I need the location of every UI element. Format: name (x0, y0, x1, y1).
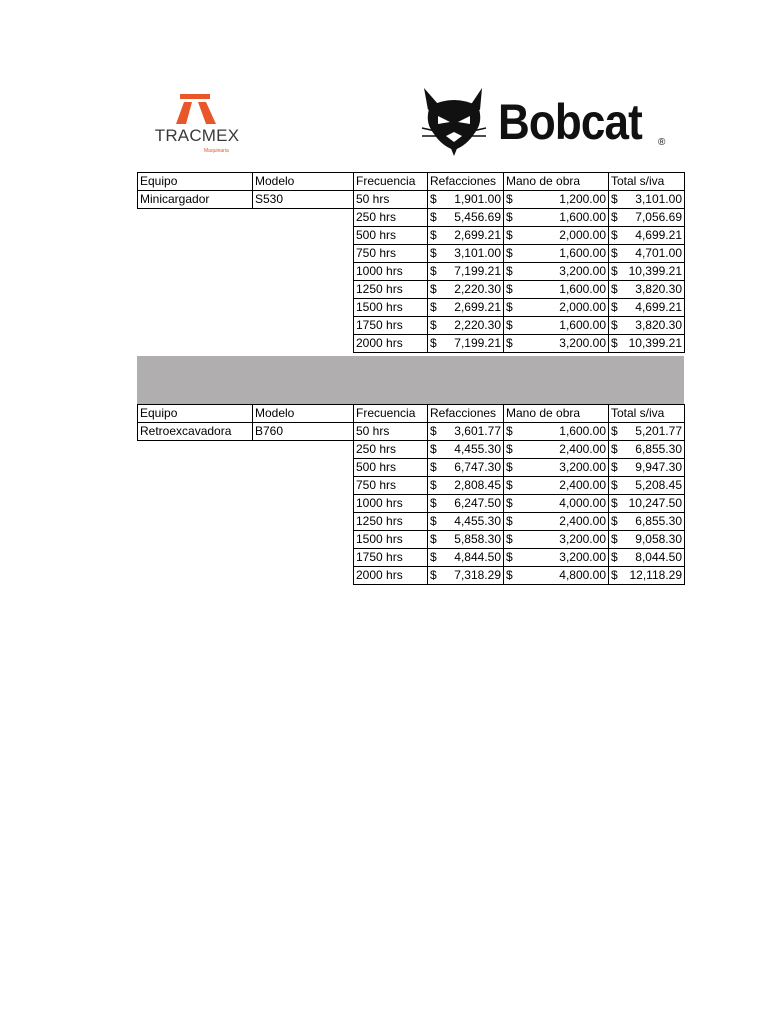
table-row (138, 495, 685, 513)
mano-de-obra-cell (504, 513, 609, 531)
total-cell (609, 335, 685, 353)
mano-de-obra-cell (504, 567, 609, 585)
currency-symbol: $ (506, 210, 513, 224)
amount-value: 2,400.00 (559, 442, 606, 456)
frecuencia-cell: 50 hrs (354, 423, 428, 441)
empty-cell (253, 281, 354, 299)
section-separator (137, 356, 684, 404)
amount-value: 2,699.21 (454, 300, 501, 314)
currency-symbol: $ (611, 460, 618, 474)
refacciones-cell (428, 531, 504, 549)
currency-symbol: $ (611, 300, 618, 314)
currency-symbol: $ (611, 550, 618, 564)
empty-cell (253, 477, 354, 495)
refacciones-cell (428, 281, 504, 299)
mano-de-obra-cell (504, 245, 609, 263)
header-frecuencia: Frecuencia (354, 173, 428, 191)
currency-symbol: $ (430, 550, 437, 564)
currency-symbol: $ (506, 496, 513, 510)
total-cell (609, 549, 685, 567)
empty-cell (138, 531, 253, 549)
maintenance-table-minicargador (137, 172, 685, 353)
currency-symbol: $ (430, 532, 437, 546)
currency-symbol: $ (506, 460, 513, 474)
currency-symbol: $ (611, 514, 618, 528)
frecuencia-cell: 750 hrs (354, 477, 428, 495)
amount-value: 8,044.50 (635, 550, 682, 564)
currency-symbol: $ (611, 568, 618, 582)
table-row (138, 263, 685, 281)
mano-de-obra-cell (504, 263, 609, 281)
table-body (138, 173, 685, 353)
amount-value: 4,000.00 (559, 496, 606, 510)
empty-cell (253, 335, 354, 353)
mano-de-obra-cell (504, 423, 609, 441)
refacciones-cell (428, 299, 504, 317)
amount-value: 3,200.00 (559, 460, 606, 474)
currency-symbol: $ (611, 532, 618, 546)
currency-symbol: $ (506, 550, 513, 564)
table-row (138, 317, 685, 335)
total-cell (609, 227, 685, 245)
total-cell (609, 441, 685, 459)
total-cell (609, 281, 685, 299)
frecuencia-cell: 1750 hrs (354, 549, 428, 567)
frecuencia-cell: 500 hrs (354, 459, 428, 477)
table-row (138, 513, 685, 531)
currency-symbol: $ (506, 192, 513, 206)
amount-value: 3,200.00 (559, 532, 606, 546)
header-row (138, 173, 685, 191)
frecuencia-cell: 1000 hrs (354, 495, 428, 513)
empty-cell (253, 513, 354, 531)
amount-value: 4,701.00 (635, 246, 682, 260)
mano-de-obra-cell (504, 317, 609, 335)
refacciones-cell (428, 191, 504, 209)
header-refacciones: Refacciones (428, 173, 504, 191)
amount-value: 7,199.21 (454, 264, 501, 278)
currency-symbol: $ (430, 336, 437, 350)
amount-value: 4,800.00 (559, 568, 606, 582)
table-row (138, 299, 685, 317)
currency-symbol: $ (506, 424, 513, 438)
mano-de-obra-cell (504, 299, 609, 317)
empty-cell (138, 299, 253, 317)
empty-cell (138, 245, 253, 263)
registered-mark: ® (658, 137, 666, 148)
amount-value: 9,058.30 (635, 532, 682, 546)
empty-cell (253, 531, 354, 549)
amount-value: 2,400.00 (559, 478, 606, 492)
maintenance-table-retroexcavadora (137, 404, 685, 585)
amount-value: 10,399.21 (628, 264, 682, 278)
amount-value: 1,600.00 (559, 246, 606, 260)
currency-symbol: $ (611, 496, 618, 510)
total-cell (609, 245, 685, 263)
table-row (138, 281, 685, 299)
amount-value: 2,400.00 (559, 514, 606, 528)
bobcat-wordmark: Bobcat (498, 94, 642, 150)
equipo-cell: Retroexcavadora (138, 423, 253, 441)
currency-symbol: $ (430, 210, 437, 224)
refacciones-cell (428, 423, 504, 441)
currency-symbol: $ (611, 424, 618, 438)
amount-value: 12,118.29 (629, 568, 682, 582)
currency-symbol: $ (611, 442, 618, 456)
currency-symbol: $ (506, 246, 513, 260)
frecuencia-cell: 2000 hrs (354, 567, 428, 585)
tracmex-tagline: Maquinaria (204, 148, 229, 154)
empty-cell (138, 227, 253, 245)
amount-value: 2,220.30 (454, 282, 501, 296)
amount-value: 1,200.00 (559, 192, 606, 206)
refacciones-cell (428, 209, 504, 227)
amount-value: 1,600.00 (559, 210, 606, 224)
empty-cell (138, 209, 253, 227)
total-cell (609, 477, 685, 495)
table-body (138, 405, 685, 585)
header-equipo: Equipo (138, 405, 253, 423)
amount-value: 2,220.30 (454, 318, 501, 332)
currency-symbol: $ (611, 228, 618, 242)
mano-de-obra-cell (504, 335, 609, 353)
refacciones-cell (428, 227, 504, 245)
amount-value: 1,901.00 (454, 192, 501, 206)
empty-cell (253, 441, 354, 459)
empty-cell (253, 549, 354, 567)
currency-symbol: $ (611, 478, 618, 492)
frecuencia-cell: 1750 hrs (354, 317, 428, 335)
bobcat-logo (416, 84, 672, 158)
empty-cell (138, 335, 253, 353)
empty-cell (253, 263, 354, 281)
frecuencia-cell: 1000 hrs (354, 263, 428, 281)
empty-cell (253, 495, 354, 513)
empty-cell (253, 567, 354, 585)
refacciones-cell (428, 441, 504, 459)
amount-value: 3,101.00 (635, 192, 682, 206)
refacciones-cell (428, 477, 504, 495)
mano-de-obra-cell (504, 477, 609, 495)
refacciones-cell (428, 567, 504, 585)
amount-value: 3,200.00 (559, 550, 606, 564)
mano-de-obra-cell (504, 441, 609, 459)
currency-symbol: $ (506, 568, 513, 582)
currency-symbol: $ (430, 300, 437, 314)
currency-symbol: $ (506, 478, 513, 492)
amount-value: 2,699.21 (454, 228, 501, 242)
amount-value: 6,747.30 (454, 460, 501, 474)
header-total: Total s/iva (609, 405, 685, 423)
amount-value: 2,000.00 (559, 228, 606, 242)
table-row (138, 227, 685, 245)
frecuencia-cell: 1500 hrs (354, 531, 428, 549)
amount-value: 10,399.21 (628, 336, 682, 350)
currency-symbol: $ (611, 210, 618, 224)
currency-symbol: $ (506, 264, 513, 278)
frecuencia-cell: 1500 hrs (354, 299, 428, 317)
currency-symbol: $ (430, 478, 437, 492)
currency-symbol: $ (506, 336, 513, 350)
currency-symbol: $ (430, 282, 437, 296)
amount-value: 1,600.00 (559, 424, 606, 438)
amount-value: 4,699.21 (635, 228, 682, 242)
empty-cell (138, 477, 253, 495)
currency-symbol: $ (430, 264, 437, 278)
amount-value: 7,318.29 (454, 568, 501, 582)
currency-symbol: $ (611, 318, 618, 332)
currency-symbol: $ (506, 228, 513, 242)
currency-symbol: $ (506, 514, 513, 528)
currency-symbol: $ (506, 282, 513, 296)
empty-cell (138, 441, 253, 459)
refacciones-cell (428, 495, 504, 513)
mano-de-obra-cell (504, 281, 609, 299)
refacciones-cell (428, 263, 504, 281)
empty-cell (138, 317, 253, 335)
table-row (138, 441, 685, 459)
currency-symbol: $ (611, 192, 618, 206)
currency-symbol: $ (430, 192, 437, 206)
amount-value: 9,947.30 (635, 460, 682, 474)
modelo-cell: B760 (253, 423, 354, 441)
frecuencia-cell: 1250 hrs (354, 513, 428, 531)
mano-de-obra-cell (504, 227, 609, 245)
amount-value: 3,820.30 (635, 318, 682, 332)
table-row (138, 191, 685, 209)
header-modelo: Modelo (253, 405, 354, 423)
currency-symbol: $ (611, 264, 618, 278)
table-row (138, 531, 685, 549)
amount-value: 6,855.30 (635, 514, 682, 528)
header-mano-de-obra: Mano de obra (504, 173, 609, 191)
amount-value: 10,247.50 (628, 496, 682, 510)
bobcat-head-icon (416, 84, 496, 158)
frecuencia-cell: 1250 hrs (354, 281, 428, 299)
refacciones-cell (428, 245, 504, 263)
total-cell (609, 423, 685, 441)
empty-cell (138, 549, 253, 567)
currency-symbol: $ (430, 318, 437, 332)
currency-symbol: $ (430, 514, 437, 528)
amount-value: 2,808.45 (454, 478, 501, 492)
tracmex-mark-icon (152, 92, 242, 126)
frecuencia-cell: 250 hrs (354, 441, 428, 459)
empty-cell (138, 281, 253, 299)
amount-value: 5,858.30 (454, 532, 501, 546)
amount-value: 1,600.00 (559, 282, 606, 296)
tracmex-logo (152, 92, 242, 156)
total-cell (609, 531, 685, 549)
currency-symbol: $ (506, 300, 513, 314)
amount-value: 5,456.69 (454, 210, 501, 224)
mano-de-obra-cell (504, 531, 609, 549)
empty-cell (253, 227, 354, 245)
refacciones-cell (428, 513, 504, 531)
total-cell (609, 209, 685, 227)
amount-value: 7,199.21 (454, 336, 501, 350)
frecuencia-cell: 50 hrs (354, 191, 428, 209)
table-row (138, 209, 685, 227)
total-cell (609, 567, 685, 585)
mano-de-obra-cell (504, 209, 609, 227)
amount-value: 6,247.50 (454, 496, 501, 510)
modelo-cell: S530 (253, 191, 354, 209)
frecuencia-cell: 500 hrs (354, 227, 428, 245)
total-cell (609, 495, 685, 513)
currency-symbol: $ (506, 442, 513, 456)
empty-cell (138, 567, 253, 585)
tracmex-wordmark: TRACMEX (154, 126, 240, 145)
frecuencia-cell: 750 hrs (354, 245, 428, 263)
empty-cell (138, 459, 253, 477)
amount-value: 2,000.00 (559, 300, 606, 314)
empty-cell (253, 245, 354, 263)
equipo-cell: Minicargador (138, 191, 253, 209)
total-cell (609, 299, 685, 317)
table-row (138, 459, 685, 477)
currency-symbol: $ (430, 496, 437, 510)
amount-value: 3,101.00 (454, 246, 501, 260)
currency-symbol: $ (611, 336, 618, 350)
currency-symbol: $ (430, 228, 437, 242)
header-equipo: Equipo (138, 173, 253, 191)
amount-value: 1,600.00 (559, 318, 606, 332)
currency-symbol: $ (506, 532, 513, 546)
total-cell (609, 191, 685, 209)
amount-value: 3,820.30 (635, 282, 682, 296)
total-cell (609, 317, 685, 335)
table-row (138, 549, 685, 567)
empty-cell (253, 299, 354, 317)
header-frecuencia: Frecuencia (354, 405, 428, 423)
frecuencia-cell: 250 hrs (354, 209, 428, 227)
header-refacciones: Refacciones (428, 405, 504, 423)
header-total: Total s/iva (609, 173, 685, 191)
empty-cell (138, 495, 253, 513)
empty-cell (253, 459, 354, 477)
total-cell (609, 459, 685, 477)
currency-symbol: $ (611, 282, 618, 296)
empty-cell (138, 513, 253, 531)
amount-value: 3,601.77 (454, 424, 501, 438)
empty-cell (138, 263, 253, 281)
amount-value: 6,855.30 (635, 442, 682, 456)
refacciones-cell (428, 317, 504, 335)
mano-de-obra-cell (504, 459, 609, 477)
header-mano-de-obra: Mano de obra (504, 405, 609, 423)
currency-symbol: $ (430, 424, 437, 438)
currency-symbol: $ (430, 460, 437, 474)
currency-symbol: $ (506, 318, 513, 332)
mano-de-obra-cell (504, 191, 609, 209)
refacciones-cell (428, 459, 504, 477)
currency-symbol: $ (430, 568, 437, 582)
amount-value: 3,200.00 (559, 336, 606, 350)
amount-value: 5,201.77 (635, 424, 682, 438)
currency-symbol: $ (611, 246, 618, 260)
empty-cell (253, 317, 354, 335)
empty-cell (253, 209, 354, 227)
header-modelo: Modelo (253, 173, 354, 191)
refacciones-cell (428, 335, 504, 353)
amount-value: 7,056.69 (635, 210, 682, 224)
table-row (138, 423, 685, 441)
table-row (138, 567, 685, 585)
frecuencia-cell: 2000 hrs (354, 335, 428, 353)
currency-symbol: $ (430, 442, 437, 456)
total-cell (609, 263, 685, 281)
amount-value: 4,455.30 (454, 442, 501, 456)
refacciones-cell (428, 549, 504, 567)
amount-value: 3,200.00 (559, 264, 606, 278)
amount-value: 4,844.50 (454, 550, 501, 564)
amount-value: 4,455.30 (454, 514, 501, 528)
table-row (138, 245, 685, 263)
mano-de-obra-cell (504, 549, 609, 567)
header-row (138, 405, 685, 423)
amount-value: 4,699.21 (635, 300, 682, 314)
amount-value: 5,208.45 (635, 478, 682, 492)
total-cell (609, 513, 685, 531)
table-row (138, 335, 685, 353)
table-row (138, 477, 685, 495)
currency-symbol: $ (430, 246, 437, 260)
mano-de-obra-cell (504, 495, 609, 513)
